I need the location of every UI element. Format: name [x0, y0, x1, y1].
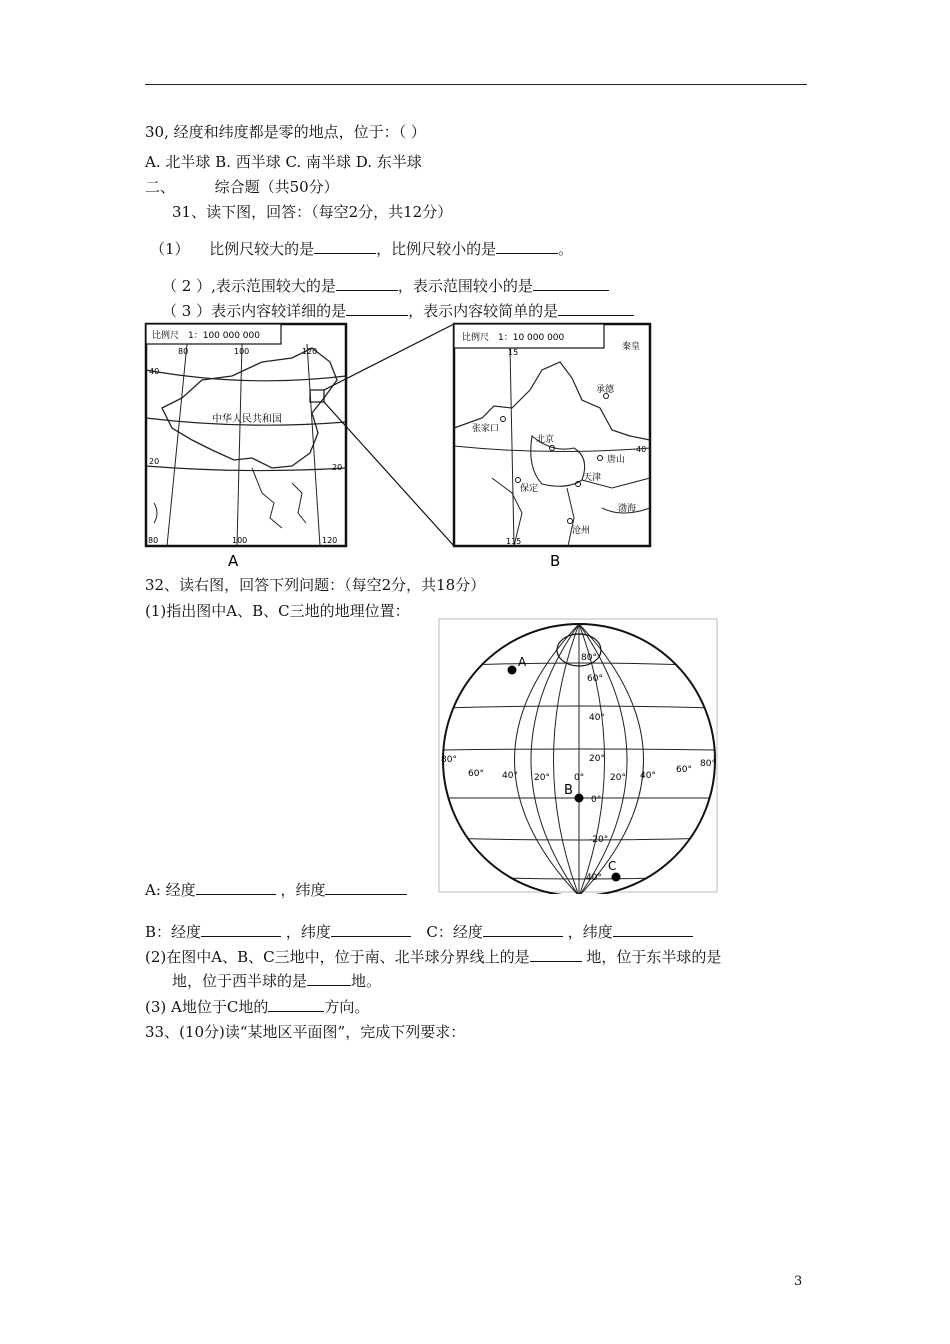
globe-lon-40w: 40° [502, 771, 518, 781]
globe-lat-0: 0° [591, 795, 602, 805]
map-b-city-zhangjiakou: 张家口 [472, 424, 500, 434]
answer-blank[interactable] [314, 239, 376, 254]
map-a-bottom-100: 100 [232, 536, 248, 545]
map-a-lat-20-right: 20 [332, 463, 343, 472]
map-a-lat-20: 20 [149, 457, 160, 466]
q32-part2-c: 地，位于西半球的是 [172, 972, 308, 990]
map-a-bottom-120: 120 [322, 536, 338, 545]
q31-part1-a: 比例尺较大的是 [209, 240, 315, 258]
globe-lon-40e: 40° [640, 771, 656, 781]
q33-stem: 33、(10分)读“某地区平面图”，完成下列要求： [145, 1023, 466, 1041]
q31-part2-b: ，表示范围较小的是 [397, 277, 533, 295]
q32-part2-b: 地，位于东半球的是 [586, 948, 722, 966]
section2-title: 综合题（共50分） [214, 178, 339, 196]
globe-frame [439, 619, 717, 892]
globe-point-c [612, 873, 621, 882]
q32-part2-line1 [145, 947, 721, 967]
map-a-country-name: 中华人民共和国 [212, 414, 282, 425]
globe-lon-60e: 60° [676, 765, 692, 775]
map-a-lon-120: 120 [302, 347, 318, 356]
answer-blank[interactable] [558, 301, 634, 316]
q31-part1-b: ，比例尺较小的是 [376, 240, 497, 258]
q32-c-lon-label: C：经度 [426, 923, 483, 941]
answer-blank[interactable] [336, 276, 398, 291]
globe-point-a-label: A [518, 655, 527, 669]
globe-lat-20n: 20° [589, 754, 605, 764]
q32-a-lon-label: A: 经度 [145, 881, 196, 899]
q32-b-lat-label: ，纬度 [285, 923, 331, 941]
answer-blank[interactable] [496, 239, 558, 254]
answer-blank[interactable] [307, 971, 351, 986]
q32-part2-d: 地。 [351, 972, 382, 990]
answer-blank[interactable] [530, 947, 582, 962]
map-b-city-baoding: 保定 [520, 484, 539, 494]
map-b-lon-115-top: 15 [508, 348, 519, 357]
q31-part1-c: 。 [558, 240, 574, 258]
globe-lon-0: 0° [574, 773, 585, 783]
map-a-lat-40: 40 [149, 367, 160, 376]
globe-lon-60w: 60° [468, 769, 484, 779]
page-number: 3 [794, 1274, 803, 1289]
globe-lon-80e: 80° [700, 759, 716, 769]
answer-blank[interactable] [196, 880, 276, 895]
q32-answer-bc [145, 922, 693, 942]
section2-number: 二、 [145, 178, 176, 196]
globe-point-c-label: C [608, 859, 617, 873]
map-b-city-tianjin: 天津 [583, 473, 602, 483]
globe-lon-20e: 20° [610, 773, 626, 783]
answer-blank[interactable] [325, 880, 407, 895]
map-b-label: B [550, 552, 561, 570]
globe-lon-20w: 20° [534, 773, 550, 783]
q30-options: A. 北半球 B. 西半球 C. 南半球 D. 东半球 [145, 153, 422, 171]
answer-blank[interactable] [483, 922, 563, 937]
map-b-city-beijing: 北京 [536, 435, 555, 445]
map-b-city-cangzhou: 沧州 [572, 526, 591, 536]
q32-b-lon-label: B：经度 [145, 923, 202, 941]
globe-lat-40s: 40° [586, 873, 602, 883]
q32-c-lat-label: ，纬度 [567, 923, 613, 941]
answer-blank[interactable] [331, 922, 411, 937]
q31-part1 [150, 239, 573, 259]
q32-part2-a: (2)在图中A、B、C三地中，位于南、北半球分界线上的是 [145, 948, 530, 966]
map-b-city-tangshan: 唐山 [607, 455, 626, 465]
globe-lat-40n: 40° [589, 713, 605, 723]
q31-part1-label: （1） [150, 240, 190, 258]
q32-a-lat-label: ，纬度 [280, 881, 326, 899]
q31-part2 [162, 276, 609, 296]
globe-point-a [508, 666, 517, 675]
map-b-lon-115-bottom: 115 [506, 537, 522, 546]
answer-blank[interactable] [613, 922, 693, 937]
map-a-scale: 比例尺 1：100 000 000 [152, 331, 260, 341]
map-a-bottom-80: 80 [148, 536, 159, 545]
map-b-lat-40: 40 [636, 445, 647, 454]
map-b-city-qinhuangdao: 秦皇 [622, 342, 641, 352]
map-a-frame [146, 324, 346, 546]
answer-blank[interactable] [533, 276, 609, 291]
q32-part3-a: (3) A地位于C地的 [145, 998, 269, 1016]
q31-part3-b: ，表示内容较简单的是 [408, 302, 559, 320]
map-b-sea-bohai: 渤海 [618, 504, 637, 514]
q31-part2-a: （ 2 ）,表示范围较大的是 [162, 277, 336, 295]
q32-answer-a [145, 880, 407, 900]
map-a-label: A [228, 552, 239, 570]
map-b-scale: 比例尺 1：10 000 000 [462, 333, 565, 343]
globe-point-b-label: B [564, 783, 573, 798]
q31-stem: 31、读下图，回答：（每空2分，共12分） [172, 203, 453, 221]
globe-lon-80w: 80° [441, 755, 457, 765]
map-b-city-chengde: 承德 [596, 385, 615, 395]
q32-part3-b: 方向。 [324, 998, 370, 1016]
header-rule [145, 84, 807, 85]
q31-part3-a: （ 3 ）表示内容较详细的是 [162, 302, 347, 320]
section2-heading [145, 177, 339, 197]
globe-point-b [575, 794, 584, 803]
answer-blank[interactable] [346, 301, 408, 316]
q30-stem: 30, 经度和纬度都是零的地点，位于：（ ） [145, 123, 426, 141]
q32-part3 [145, 997, 369, 1017]
globe-lat-80: 80° [581, 653, 597, 663]
map-figure [142, 318, 662, 572]
q32-stem: 32、读右图，回答下列问题：（每空2分，共18分） [145, 576, 486, 594]
globe-lat-60: 60° [587, 674, 603, 684]
map-a-lon-100: 100 [234, 347, 250, 356]
globe-figure [438, 618, 720, 894]
answer-blank[interactable] [201, 922, 281, 937]
map-a-lon-80: 80 [178, 347, 189, 356]
globe-lat-20s: -20° [589, 835, 609, 845]
answer-blank[interactable] [268, 997, 324, 1012]
q32-part2-line2 [172, 971, 381, 991]
q32-part1: (1)指出图中A、B、C三地的地理位置： [145, 602, 410, 620]
